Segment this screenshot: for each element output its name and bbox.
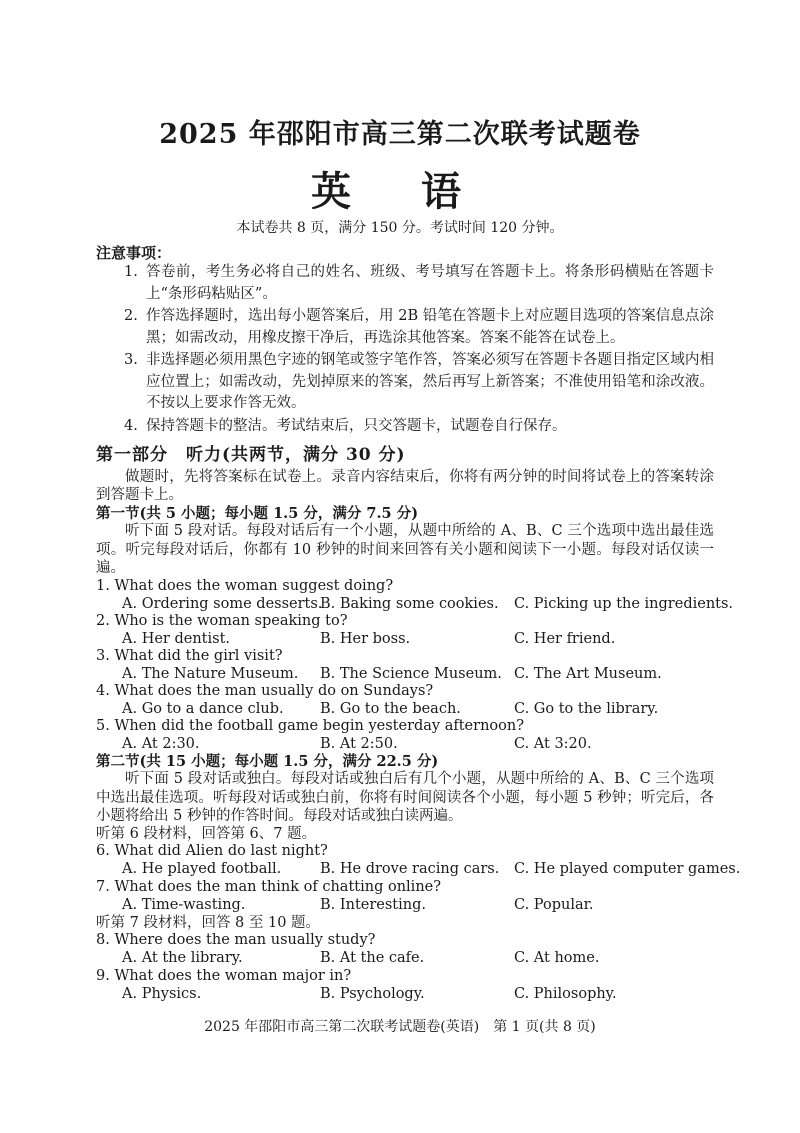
section1-instructions: 听下面 5 段对话。每段对话后有一个小题，从题中所给的 A、B、C 三个选项中选出最佳选项。听完每段对话后，你都有 10 秒钟的时间来回答有关小题和阅读下一小题。每段对话仅读一遍。 [96,523,714,576]
section2-title: 第二节(共 15 小题；每小题 1.5 分，满分 22.5 分) [96,753,439,770]
option-b: B. Go to the beach. [320,701,461,717]
option-c: C. Go to the library. [514,701,659,717]
option-a: A. Ordering some desserts. [122,596,323,612]
option-c: C. The Art Museum. [514,666,662,682]
option-b: B. He drove racing cars. [320,861,500,877]
notice-item [124,262,714,305]
notice-text: 非选择题必须用黑色字迹的钢笔或签字笔作答，答案必须写在答题卡各题目指定区域内相应位置上；如需改动，先划掉原来的答案，然后再写上新答案；不准使用铅笔和涂改液。不按以上要求作答无效。 [146,352,714,411]
notice-number: 3. [124,352,138,368]
question-stem: 8. Where does the man usually study? [96,932,376,948]
notice-text: 答卷前，考生务必将自己的姓名、班级、考号填写在答题卡上。将条形码横贴在答题卡上“条形码粘贴区”。 [146,264,714,302]
question-stem: 3. What did the girl visit? [96,648,283,664]
exam-info: 本试卷共 8 页，满分 150 分。考试时间 120 分钟。 [236,220,564,236]
option-a: A. At the library. [122,950,243,966]
option-c: C. Popular. [514,897,594,913]
question-stem: 2. Who is the woman speaking to? [96,613,348,629]
page-footer: 2025 年邵阳市高三第二次联考试题卷(英语) 第 1 页(共 8 页) [204,1019,596,1035]
question-stem: 1. What does the woman suggest doing? [96,578,394,594]
option-b: B. At 2:50. [320,736,398,752]
option-a: A. Physics. [122,986,202,1002]
option-b: B. At the cafe. [320,950,425,966]
option-b: B. Her boss. [320,631,411,647]
option-b: B. Psychology. [320,986,425,1002]
question-stem: 5. When did the football game begin yesterday afternoon? [96,718,524,734]
notice-heading: 注意事项： [96,244,172,262]
option-c: C. Philosophy. [514,986,617,1002]
question-stem: 7. What does the man think of chatting online? [96,879,442,895]
part1-intro: 做题时，先将答案标在试卷上。录音内容结束后，你将有两分钟的时间将试卷上的答案转涂到答题卡上。 [96,469,714,503]
notice-text: 保持答题卡的整洁。考试结束后，只交答题卡，试题卷自行保存。 [146,417,567,434]
notice-list [124,262,714,438]
option-a: A. At 2:30. [122,736,200,752]
notice-number: 4. [124,417,138,434]
section1-title: 第一节(共 5 小题；每小题 1.5 分，满分 7.5 分) [96,505,419,522]
section2-instructions: 听下面 5 段对话或独白。每段对话或独白后有几个小题，从题中所给的 A、B、C 三个选项中选出最佳选项。听每段对话或独白前，你将有时间阅读各个小题，每小题 5 秒钟；听完后，各小题将给出 5 秒钟的作答时间。每段对话或独白读两遍。 [96,771,714,824]
option-a: A. The Nature Museum. [122,666,299,682]
option-b: B. The Science Museum. [320,666,502,682]
option-b: B. Interesting. [320,897,426,913]
option-a: A. Go to a dance club. [122,701,284,717]
notice-item [124,306,714,349]
question-stem: 4. What does the man usually do on Sundays? [96,683,434,699]
notice-number: 1. [124,264,138,280]
option-a: A. Her dentist. [122,631,230,647]
option-c: C. At 3:20. [514,736,592,752]
notice-item [124,350,714,415]
notice-number: 2. [124,308,138,324]
option-a: A. He played football. [122,861,282,877]
option-c: C. Her friend. [514,631,616,647]
option-c: C. At home. [514,950,600,966]
notice-item [124,416,714,438]
option-a: A. Time-wasting. [122,897,246,913]
subject-title: 英 语 [311,168,489,215]
question-stem: 9. What does the woman major in? [96,968,352,984]
option-c: C. Picking up the ingredients. [514,596,734,612]
material6-instruction: 听第 6 段材料，回答第 6、7 题。 [96,826,317,842]
question-stem: 6. What did Alien do last night? [96,843,328,859]
part1-heading: 第一部分 听力(共两节，满分 30 分) [96,445,406,465]
exam-title: 2025 年邵阳市高三第二次联考试题卷 [159,119,641,150]
notice-text: 作答选择题时，选出每小题答案后，用 2B 铅笔在答题卡上对应题目选项的答案信息点涂黑；如需改动，用橡皮擦干净后，再选涂其他答案。答案不能答在试卷上。 [146,308,714,346]
material7-instruction: 听第 7 段材料，回答 8 至 10 题。 [96,915,321,931]
option-c: C. He played computer games. [514,861,741,877]
option-b: B. Baking some cookies. [320,596,499,612]
